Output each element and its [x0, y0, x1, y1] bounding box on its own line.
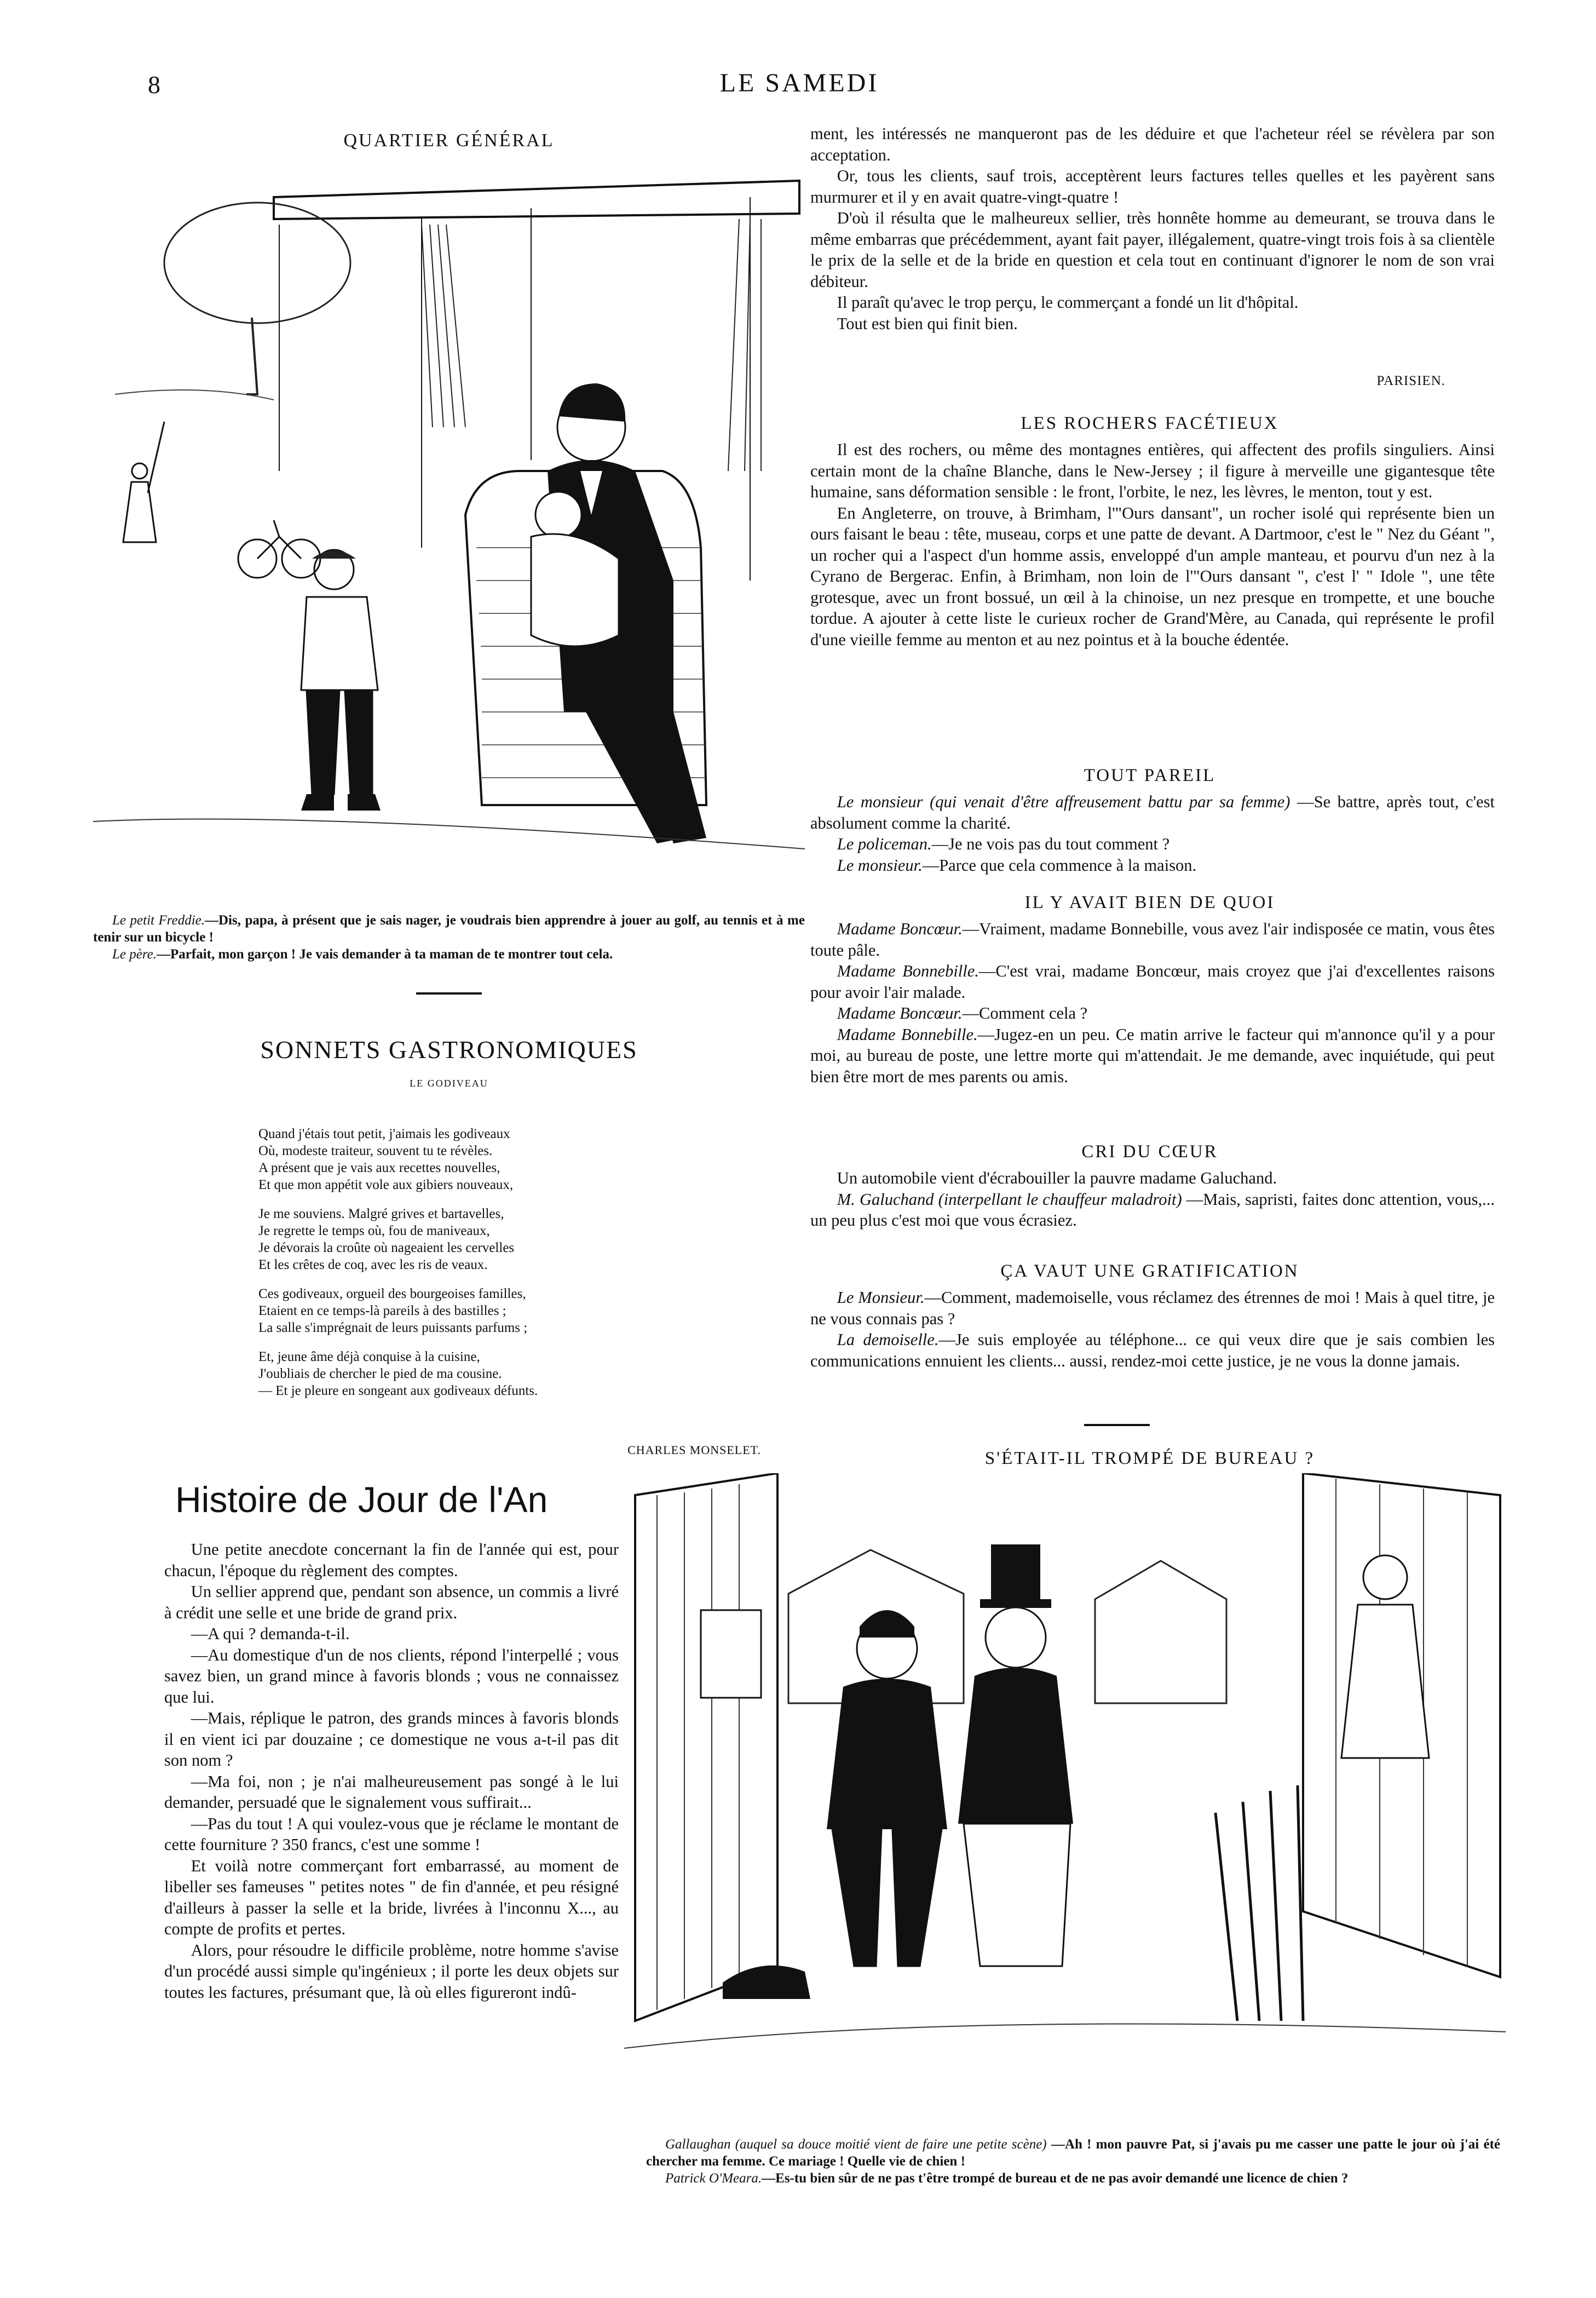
poem-line: Je regrette le temps où, fou de maniveaux, — [258, 1223, 490, 1238]
speaker: Le monsieur (qui venait d'être affreusement battu par sa femme) — [837, 792, 1290, 811]
poem-stanza — [258, 1205, 751, 1273]
quartier-illustration — [93, 164, 810, 898]
sonnet-author: CHARLES MONSELET. — [627, 1443, 761, 1457]
il-y-avait-title: IL Y AVAIT BIEN DE QUOI — [1024, 893, 1275, 912]
line-text: —Se battre, après tout, c'est absolument comme la charité. — [810, 792, 1495, 832]
bureau-caption — [646, 2136, 1500, 2187]
poem-stanza — [258, 1348, 751, 1399]
paragraph: Une petite anecdote concernant la fin de l'année qui est, pour chacun, l'époque du règlement des comptes. — [164, 1540, 619, 1580]
caption-speaker: Gallaughan (auquel sa douce moitié vient de faire une petite scène) — [665, 2137, 1047, 2152]
cri-title: CRI DU CŒUR — [1081, 1142, 1218, 1162]
histoire-continuation — [810, 123, 1495, 334]
speaker: Madame Boncœur. — [837, 1004, 963, 1022]
il-y-avait-text — [810, 918, 1495, 1087]
caption-speaker: Patrick O'Meara. — [665, 2171, 762, 2186]
speaker: La demoiselle. — [837, 1330, 939, 1349]
dialogue-line — [810, 1003, 1495, 1024]
sonnets-title: SONNETS GASTRONOMIQUES — [260, 1036, 638, 1064]
paragraph: Alors, pour résoudre le difficile problème, notre homme s'avise d'un procédé aussi simple qu'ingénieux ; il porte les deux objets sur toutes les factures, présumant que, là où elles figureront indû- — [164, 1940, 619, 2002]
quartier-title: QUARTIER GÉNÉRAL — [343, 130, 555, 151]
speaker: Madame Bonnebille. — [837, 1025, 978, 1044]
poem-line: Je me souviens. Malgré grives et bartavelles, — [258, 1207, 504, 1221]
paragraph: —Au domestique d'un de nos clients, répond l'interpellé ; vous savez bien, un grand mince à favoris blonds ; vous ne connaissez que lui. — [164, 1645, 619, 1707]
line-text: —Jugez-en un peu. Ce matin arrive le facteur qui m'annonce qu'il y a pour moi, au bureau de poste, une lettre morte qui m'attendait. Je me demande, avec inquiétude, qui peut bien être mort de mes parents ou amis. — [810, 1025, 1495, 1086]
paragraph: Et voilà notre commerçant fort embarrassé, au moment de libeller ses fameuses " petites notes " de fin d'année, et peu résigné d'ailleurs à passer la selle et la bride, livrées à l'inconnu X..., au compte de profits et pertes. — [164, 1856, 619, 1938]
paragraph: En Angleterre, on trouve, à Brimham, l'"Ours dansant", un rocher isolé qui représente bien un ours faisant le beau : tête, museau, corps et une patte de devant. A Dartmoor, c'est le " Nez du Géant ", un rocher qui a l'aspect d'un homme assis, enveloppé d'un ample manteau, et pourvu d'un nez à la Cyrano de Bergerac. Enfin, à Brimham, non loin de l'"Ours dansant ", c'est l' " Idole ", une tête grotesque, avec un front bossué, un œil à la chinoise, un nez presque en trompette, et une bouche tordue. A ajouter à cette liste le curieux rocher de Grand'Mère, au Canada, qui représente le profil d'une vieille femme au menton et au nez pointus et à la bouche édentée. — [810, 503, 1495, 649]
paragraph: Il paraît qu'avec le trop perçu, le commerçant a fondé un lit d'hôpital. — [837, 293, 1299, 312]
speaker: Le Monsieur. — [837, 1288, 925, 1307]
paragraph: ment, les intéressés ne manqueront pas de les déduire et que l'acheteur réel se révèlera par son acceptation. — [810, 124, 1495, 164]
caption-text: —Dis, papa, à présent que je sais nager, je voudrais bien apprendre à jouer au golf, au tennis et à me tenir sur un bicycle ! — [93, 913, 805, 945]
paragraph: Un automobile vient d'écrabouiller la pauvre madame Galuchand. — [837, 1169, 1277, 1187]
dialogue-line — [810, 961, 1495, 1003]
line-text: —Comment, mademoiselle, vous réclamez des étrennes de moi ! Mais à quel titre, je ne vous connais pas ? — [810, 1288, 1495, 1328]
paragraph: —A qui ? demanda-t-il. — [191, 1624, 350, 1643]
rochers-title: LES ROCHERS FACÉTIEUX — [1021, 413, 1279, 433]
line-text: —Vraiment, madame Bonnebille, vous avez l'air indisposée ce matin, vous êtes toute pâle. — [810, 920, 1495, 960]
bureau-title: S'ÉTAIT-IL TROMPÉ DE BUREAU ? — [984, 1449, 1315, 1468]
poem-stanza — [258, 1285, 751, 1336]
poem-line: Et les crêtes de coq, avec les ris de veaux. — [258, 1257, 488, 1272]
poem-line: La salle s'imprégnait de leurs puissants parfums ; — [258, 1320, 528, 1335]
masthead-title: LE SAMEDI — [719, 68, 879, 97]
sonnet-poem — [258, 1125, 751, 1411]
speaker: Madame Boncœur. — [837, 920, 963, 938]
caption-text: —Ah ! mon pauvre Pat, si j'avais pu me casser une patte le jour où j'ai été chercher ma femme. Ce mariage ! Quelle vie de chien ! — [646, 2137, 1500, 2169]
dialogue-line — [810, 1329, 1495, 1371]
paragraph: D'où il résulta que le malheureux sellier, très honnête homme au demeurant, se trouva dans le même embarras que précédemment, ayant fait payer, illégalement, quatre-vingt trois fois à sa clientèle le prix de la selle et de la bride en question et cela tout en continuant d'ignorer le nom de son vrai débiteur. — [810, 209, 1495, 291]
dialogue-line — [810, 1287, 1495, 1329]
poem-line: J'oubliais de chercher le pied de ma cousine. — [258, 1366, 502, 1381]
speaker: Madame Bonnebille. — [837, 962, 979, 980]
bureau-illustration — [624, 1473, 1506, 2119]
rochers-text — [810, 439, 1495, 650]
section-divider — [1084, 1424, 1150, 1426]
caption-speaker: Le petit Freddie. — [112, 913, 205, 928]
speaker: Le monsieur. — [837, 855, 923, 875]
paragraph: Or, tous les clients, sauf trois, acceptèrent leurs factures telles quelles et les payèrent sans murmurer et il y en avait quatre-vingt-quatre ! — [810, 166, 1495, 206]
poem-line: A présent que je vais aux recettes nouvelles, — [258, 1161, 500, 1175]
gratification-text — [810, 1287, 1495, 1371]
poem-line: Où, modeste traiteur, souvent tu te révèles. — [258, 1144, 493, 1158]
paragraph: —Mais, réplique le patron, des grands minces à favoris blonds il en vient ici par douzaine ; ce domestique ne vous a-t-il pas dit son nom ? — [164, 1709, 619, 1770]
quartier-caption — [93, 912, 805, 963]
dialogue-line — [810, 855, 1495, 876]
histoire-signature: PARISIEN. — [1376, 374, 1445, 388]
poem-line: Je dévorais la croûte où nageaient les cervelles — [258, 1240, 515, 1255]
histoire-title: Histoire de Jour de l'An — [175, 1479, 548, 1520]
caption-speaker: Le père. — [112, 947, 157, 962]
cri-text — [810, 1168, 1495, 1231]
paragraph: Il est des rochers, ou même des montagnes entières, qui affectent des profils singuliers. Ainsi certain mont de la chaîne Blanche, dans le New-Jersey ; il figure à merveille une gigantesque tête humaine, sans déformation sensible : le front, l'orbite, le nez, les lèvres, le menton, tout y est. — [810, 440, 1495, 501]
paragraph: Un sellier apprend que, pendant son absence, un commis a livré à crédit une selle et une bride de grand prix. — [164, 1582, 619, 1622]
gratification-title: ÇA VAUT UNE GRATIFICATION — [1000, 1261, 1299, 1281]
poem-line: — Et je pleure en songeant aux godiveaux défunts. — [258, 1383, 538, 1398]
tout-pareil-text — [810, 791, 1495, 876]
page-number: 8 — [148, 71, 160, 99]
speaker: Le policeman. — [837, 835, 932, 853]
line-text: —Je ne vois pas du tout comment ? — [931, 835, 1170, 853]
paragraph: —Pas du tout ! A qui voulez-vous que je réclame le montant de cette fourniture ? 350 francs, c'est une somme ! — [164, 1814, 619, 1854]
poem-line: Et que mon appétit vole aux gibiers nouveaux, — [258, 1177, 514, 1192]
line-text: —Mais, sapristi, faites donc attention, vous,... un peu plus c'est moi que vous écrasiez. — [810, 1190, 1495, 1230]
caption-text: —Parfait, mon garçon ! Je vais demander à ta maman de te montrer tout cela. — [157, 947, 613, 962]
dialogue-line — [810, 918, 1495, 961]
tout-pareil-title: TOUT PAREIL — [1084, 766, 1216, 785]
section-divider — [416, 992, 482, 995]
poem-line: Ces godiveaux, orgueil des bourgeoises familles, — [258, 1286, 526, 1301]
dialogue-line — [810, 834, 1495, 855]
histoire-text — [164, 1539, 619, 2003]
speaker: M. Galuchand (interpellant le chauffeur maladroit) — [837, 1190, 1182, 1209]
line-text: —Je suis employée au téléphone... ce qui veux dire que je sais combien les communications ennuient les clients... aussi, rendez-moi cette justice, je ne vous la donne jamais. — [810, 1330, 1495, 1370]
poem-line: Etaient en ce temps-là pareils à des bastilles ; — [258, 1303, 506, 1318]
line-text: —Parce que cela commence à la maison. — [922, 855, 1197, 875]
dialogue-line — [810, 1024, 1495, 1088]
sonnets-subtitle: LE GODIVEAU — [410, 1078, 488, 1089]
paragraph: Tout est bien qui finit bien. — [837, 314, 1018, 333]
caption-text: —Es-tu bien sûr de ne pas t'être trompé de bureau et de ne pas avoir demandé une licence de chien ? — [762, 2171, 1349, 2186]
poem-stanza — [258, 1125, 751, 1193]
dialogue-line — [810, 1189, 1495, 1231]
poem-line: Et, jeune âme déjà conquise à la cuisine, — [258, 1349, 480, 1364]
poem-line: Quand j'étais tout petit, j'aimais les godiveaux — [258, 1127, 510, 1141]
line-text: —Comment cela ? — [962, 1004, 1088, 1022]
line-text: —C'est vrai, madame Boncœur, mais croyez que j'ai d'excellentes raisons pour avoir l'air malade. — [810, 962, 1495, 1002]
paragraph: —Ma foi, non ; je n'ai malheureusement pas songé à le lui demander, persuadé que le signalement vous suffirait... — [164, 1772, 619, 1812]
dialogue-line — [810, 791, 1495, 834]
